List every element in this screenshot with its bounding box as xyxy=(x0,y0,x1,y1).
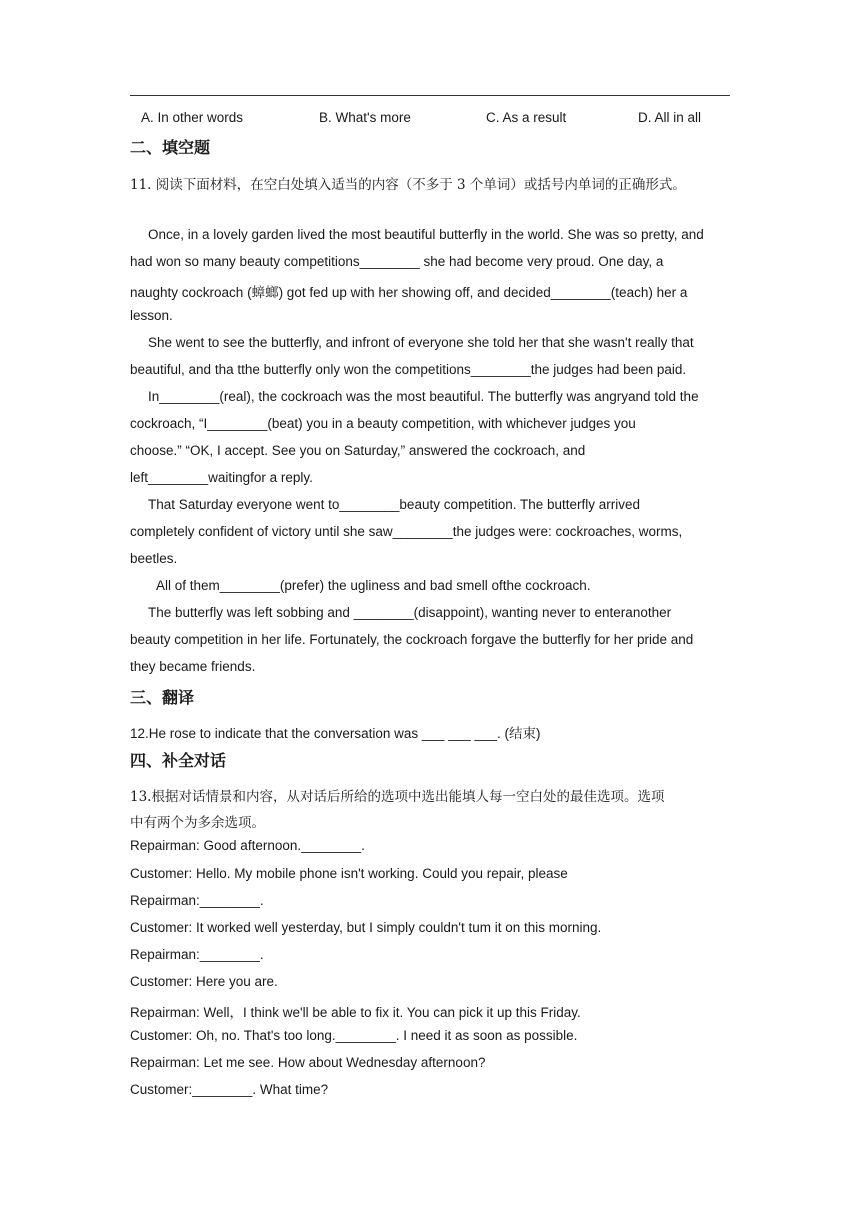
section-heading-fill-in: 二、填空题 xyxy=(130,138,211,157)
passage-line: lesson. xyxy=(130,308,173,323)
passage-line: She went to see the butterfly, and infront of everyone she told her that she wasn't really that xyxy=(148,335,694,350)
passage-line: cockroach, “I________(beat) you in a beauty competition, with whichever judges you xyxy=(130,416,636,431)
passage-line: beauty competition in her life. Fortunately, the cockroach forgave the butterfly for her pride and xyxy=(130,632,694,647)
dialogue-line: Repairman: Well，I think we'll be able to fix it. You can pick it up this Friday. xyxy=(130,1005,581,1020)
q13-instruction: 13.根据对话情景和内容，从对话后所给的选项中选出能填人每一空白处的最佳选项。选项 xyxy=(130,789,665,805)
dialogue-line: Customer: It worked well yesterday, but I simply couldn't tum it on this morning. xyxy=(130,920,602,935)
dialogue-line: Repairman: Let me see. How about Wednesday afternoon? xyxy=(130,1055,486,1070)
dialogue-line: Repairman:________. xyxy=(130,947,264,962)
dialogue-line: Customer: Here you are. xyxy=(130,974,278,989)
passage-line: choose.” “OK, I accept. See you on Saturday,” answered the cockroach, and xyxy=(130,443,586,458)
passage-line: That Saturday everyone went to________beauty competition. The butterfly arrived xyxy=(148,497,641,512)
dialogue-line: Customer: Oh, no. That's too long.________. I need it as soon as possible. xyxy=(130,1028,578,1043)
passage-line: beautiful, and tha tthe butterfly only won the competitions________the judges had been paid. xyxy=(130,362,687,377)
passage-line: had won so many beauty competitions________ she had become very proud. One day, a xyxy=(130,254,664,269)
section-heading-translation: 三、翻译 xyxy=(130,688,195,707)
answer-options-row xyxy=(0,110,860,130)
passage-line: beetles. xyxy=(130,551,178,566)
passage-line: naughty cockroach (蟑螂) got fed up with her showing off, and decided________(teach) her a xyxy=(130,285,688,300)
dialogue-line: Customer: Hello. My mobile phone isn't working. Could you repair, please xyxy=(130,866,568,881)
dialogue-line: Repairman:________. xyxy=(130,893,264,908)
passage-line: they became friends. xyxy=(130,659,256,674)
q11-instruction: 11. 阅读下面材料，在空白处填入适当的内容（不多于 3 个单词）或括号内单词的正确形式。 xyxy=(130,177,686,193)
option-b: B. What's more xyxy=(319,110,411,125)
option-a: A. In other words xyxy=(141,110,244,125)
option-d: D. All in all xyxy=(638,110,702,125)
top-divider xyxy=(130,95,730,96)
q12-question: 12.He rose to indicate that the conversation was ___ ___ ___. (结束) xyxy=(130,726,541,741)
dialogue-line: Repairman: Good afternoon.________. xyxy=(130,838,365,853)
passage-line: In________(real), the cockroach was the most beautiful. The butterfly was angryand told the xyxy=(148,389,699,404)
passage-line: left________waitingfor a reply. xyxy=(130,470,313,485)
q13-instruction: 中有两个为多余选项。 xyxy=(130,815,265,831)
option-c: C. As a result xyxy=(486,110,567,125)
dialogue-line: Customer:________. What time? xyxy=(130,1082,329,1097)
passage-line: Once, in a lovely garden lived the most beautiful butterfly in the world. She was so pretty, and xyxy=(148,227,704,242)
passage-line: completely confident of victory until she saw________the judges were: cockroaches, worms, xyxy=(130,524,683,539)
section-heading-dialogue: 四、补全对话 xyxy=(130,751,227,770)
passage-line: The butterfly was left sobbing and ________(disappoint), wanting never to enteranother xyxy=(148,605,672,620)
passage-line: All of them________(prefer) the ugliness and bad smell ofthe cockroach. xyxy=(156,578,591,593)
